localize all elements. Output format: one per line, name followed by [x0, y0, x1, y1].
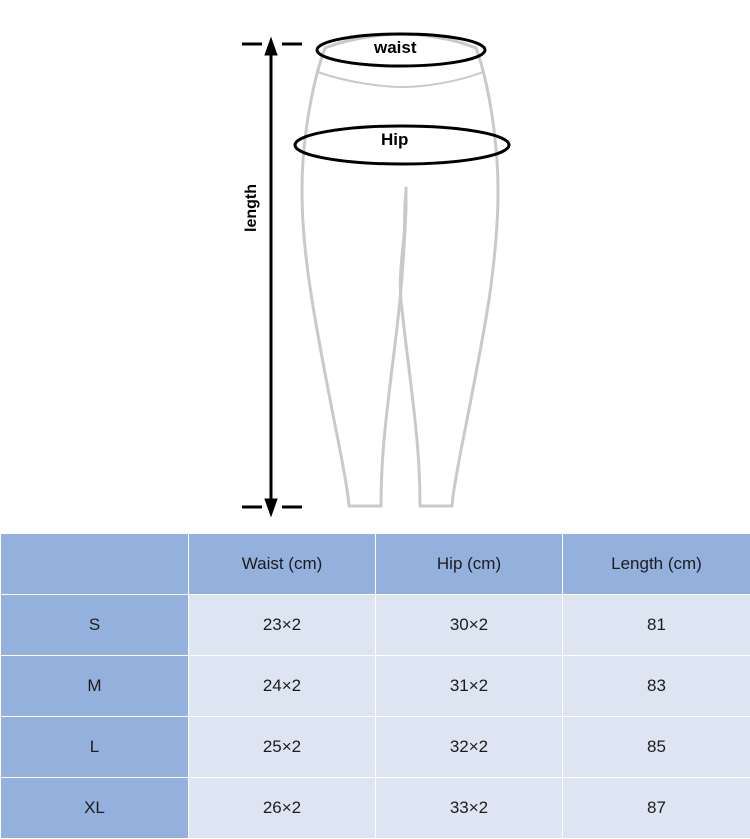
row-size-label: L: [1, 717, 189, 778]
row-waist-value: 26×2: [189, 778, 376, 839]
row-waist-value: 23×2: [189, 595, 376, 656]
table-header-hip: Hip (cm): [376, 534, 563, 595]
row-size-label: S: [1, 595, 189, 656]
row-waist-value: 24×2: [189, 656, 376, 717]
table-header-row: [1, 534, 750, 595]
table-row: [1, 717, 750, 778]
row-size-label: M: [1, 656, 189, 717]
size-table: [0, 533, 750, 839]
leggings-outline: [302, 34, 498, 506]
row-length-value: 81: [563, 595, 750, 656]
waist-label: waist: [374, 38, 417, 58]
table-row: [1, 778, 750, 839]
table-header-length: Length (cm): [563, 534, 750, 595]
table-row: [1, 595, 750, 656]
row-hip-value: 33×2: [376, 778, 563, 839]
table-header-waist: Waist (cm): [189, 534, 376, 595]
row-hip-value: 32×2: [376, 717, 563, 778]
table-header-corner: [1, 534, 189, 595]
length-measure-arrow: [265, 38, 277, 516]
row-length-value: 87: [563, 778, 750, 839]
size-table-head: [1, 534, 750, 595]
row-length-value: 85: [563, 717, 750, 778]
size-table-body: [1, 595, 750, 839]
row-hip-value: 31×2: [376, 656, 563, 717]
hip-label: Hip: [381, 130, 408, 150]
row-length-value: 83: [563, 656, 750, 717]
row-hip-value: 30×2: [376, 595, 563, 656]
length-label: length: [243, 184, 261, 232]
row-size-label: XL: [1, 778, 189, 839]
row-waist-value: 25×2: [189, 717, 376, 778]
table-row: [1, 656, 750, 717]
